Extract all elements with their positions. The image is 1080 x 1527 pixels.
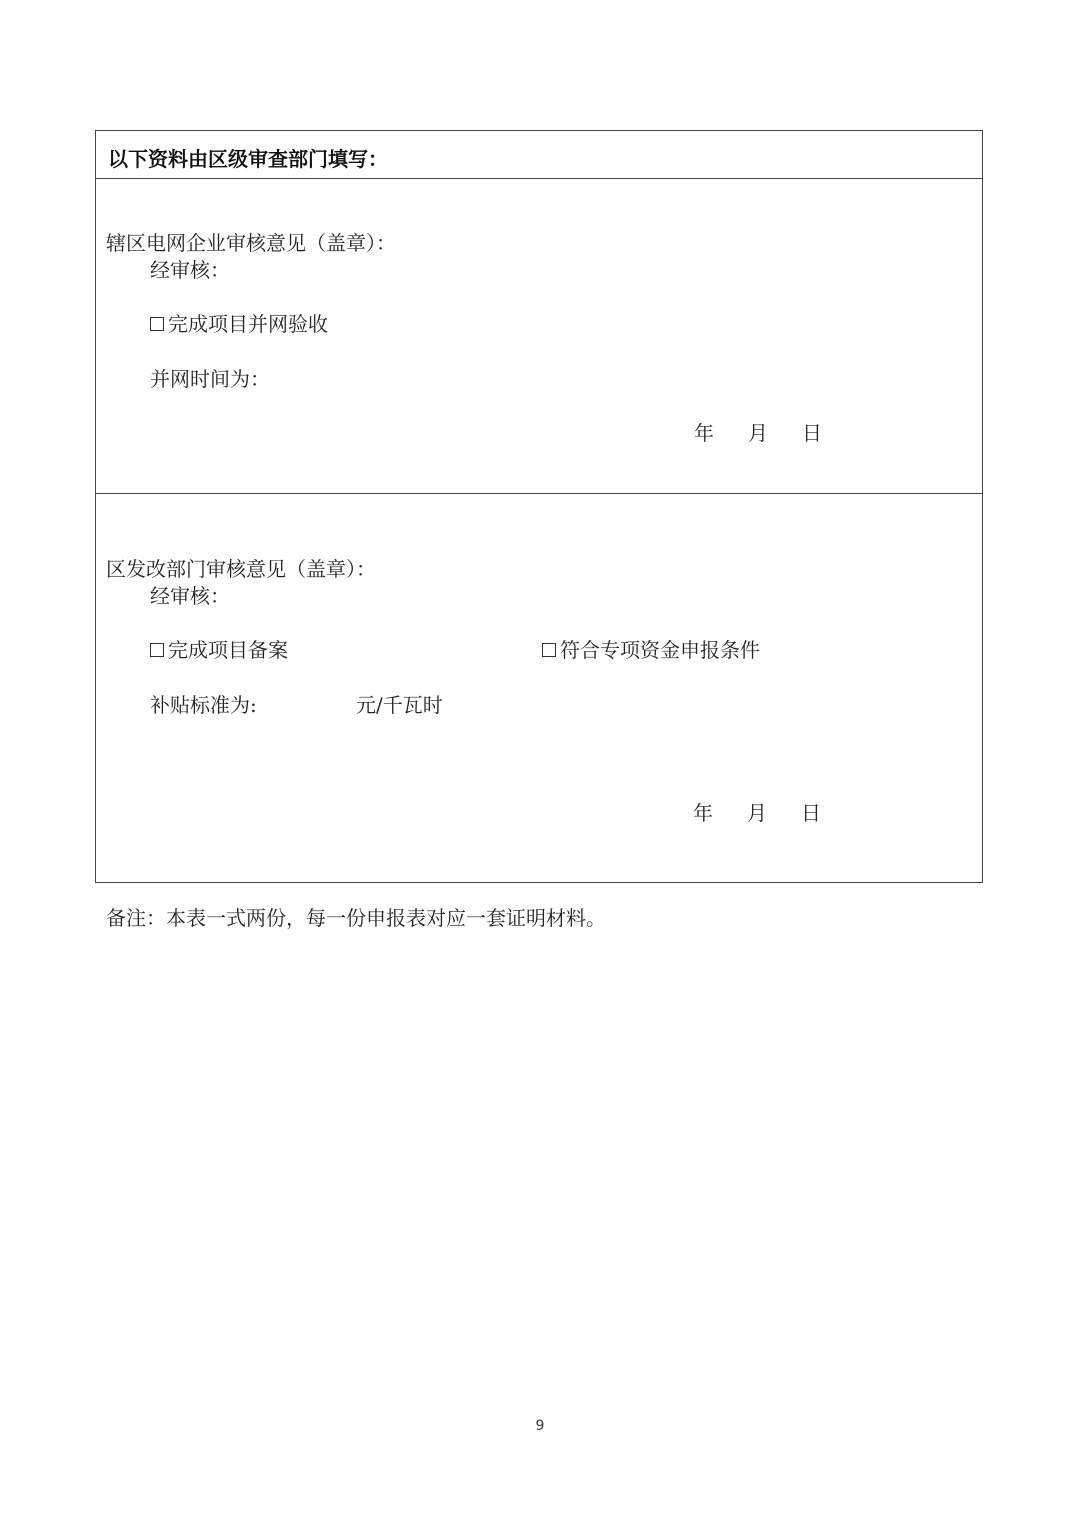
subsidy-unit: 元/千瓦时 xyxy=(356,693,443,717)
form-remark: 备注：本表一式两份，每一份申报表对应一套证明材料。 xyxy=(106,906,606,930)
dev-dept-review-section xyxy=(96,494,982,882)
form-header-row xyxy=(96,131,982,179)
grid-date-month: 月 xyxy=(748,421,768,445)
dev-reviewed-label: 经审核： xyxy=(150,584,230,608)
grid-date-year: 年 xyxy=(694,421,714,445)
dev-date-month: 月 xyxy=(747,801,767,825)
grid-time-label: 并网时间为： xyxy=(150,367,270,391)
dev-date-day: 日 xyxy=(801,801,821,825)
dev-date-line xyxy=(693,800,821,826)
project-filing-label: 完成项目备案 xyxy=(168,638,288,662)
grid-reviewed-label: 经审核： xyxy=(150,258,230,282)
grid-date-line xyxy=(694,420,822,446)
form-header-text: 以下资料由区级审查部门填写： xyxy=(108,147,388,171)
special-fund-label: 符合专项资金申报条件 xyxy=(560,638,760,662)
project-filing-option[interactable] xyxy=(150,637,288,663)
grid-company-review-section xyxy=(96,179,982,494)
grid-acceptance-label: 完成项目并网验收 xyxy=(168,312,328,336)
grid-review-title: 辖区电网企业审核意见（盖章）： xyxy=(106,231,396,255)
grid-date-day: 日 xyxy=(802,421,822,445)
special-fund-checkbox[interactable] xyxy=(542,643,556,657)
dev-review-title: 区发改部门审核意见（盖章）： xyxy=(106,557,376,581)
project-filing-checkbox[interactable] xyxy=(150,643,164,657)
page-number: 9 xyxy=(535,1418,545,1434)
grid-acceptance-option[interactable] xyxy=(150,311,328,337)
special-fund-option[interactable] xyxy=(542,637,760,663)
grid-acceptance-checkbox[interactable] xyxy=(150,317,164,331)
dev-date-year: 年 xyxy=(693,801,713,825)
review-form-table xyxy=(95,130,983,883)
subsidy-label: 补贴标准为: xyxy=(150,693,257,717)
